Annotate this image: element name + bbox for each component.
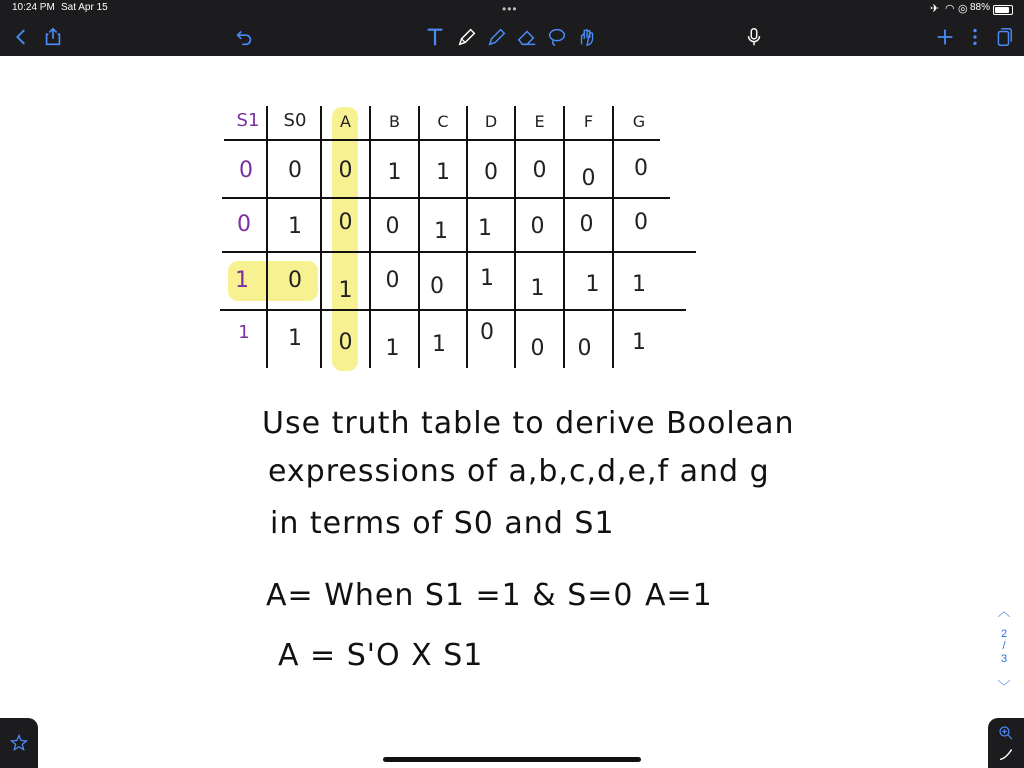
cell-r0-e: 0 bbox=[532, 158, 547, 183]
cell-r2-f: 1 bbox=[585, 272, 600, 297]
zoom-in-icon[interactable] bbox=[997, 724, 1015, 742]
cell-r0-c: 1 bbox=[436, 160, 450, 185]
cell-r3-d: 0 bbox=[480, 320, 494, 345]
cell-r2-c: 0 bbox=[430, 274, 444, 299]
cell-r1-a: 0 bbox=[338, 210, 353, 235]
note-line-2: expressions of a,b,c,d,e,f and g bbox=[268, 454, 770, 489]
favorite-star-icon[interactable] bbox=[0, 718, 38, 768]
cell-r3-s0: 1 bbox=[288, 326, 302, 351]
highlighter-icon[interactable] bbox=[484, 24, 510, 50]
cell-r2-s1: 1 bbox=[235, 268, 249, 293]
cell-r1-g: 0 bbox=[634, 210, 648, 235]
note-line-3: in terms of S0 and S1 bbox=[270, 506, 615, 541]
header-g: G bbox=[632, 112, 646, 131]
cell-r3-f: 0 bbox=[577, 336, 592, 361]
status-time: 10:24 PM bbox=[12, 2, 55, 13]
top-toolbar bbox=[0, 0, 1024, 56]
cell-r2-a: 1 bbox=[338, 278, 353, 303]
cell-r2-g: 1 bbox=[632, 272, 646, 297]
cell-r1-d: 1 bbox=[478, 216, 492, 241]
cell-r0-s1: 0 bbox=[239, 158, 253, 183]
cell-r3-e: 0 bbox=[530, 336, 545, 361]
cell-r0-s0: 0 bbox=[288, 158, 302, 183]
home-indicator[interactable] bbox=[383, 757, 641, 762]
shapes-hand-icon[interactable] bbox=[574, 24, 600, 50]
eraser-icon[interactable] bbox=[514, 24, 540, 50]
battery-icon bbox=[993, 5, 1013, 15]
undo-icon[interactable] bbox=[231, 24, 257, 50]
note-line-5: A = S'O X S1 bbox=[278, 638, 484, 673]
header-d: D bbox=[484, 112, 498, 131]
page-separator: / bbox=[1002, 640, 1006, 652]
cell-r1-b: 0 bbox=[385, 214, 400, 239]
page-total: 3 bbox=[1000, 653, 1008, 665]
header-f: F bbox=[583, 112, 594, 131]
cell-r0-a: 0 bbox=[338, 158, 353, 183]
cell-r3-a: 0 bbox=[338, 330, 353, 355]
page-up-icon[interactable]: ︿ bbox=[997, 604, 1011, 619]
cell-r3-b: 1 bbox=[385, 336, 400, 361]
cell-r1-s1: 0 bbox=[237, 212, 251, 237]
location-icon: ◎ bbox=[958, 3, 968, 15]
cell-r2-e: 1 bbox=[530, 276, 545, 301]
cell-r1-e: 0 bbox=[530, 214, 545, 239]
cell-r2-d: 1 bbox=[480, 266, 494, 291]
cell-r1-c: 1 bbox=[434, 219, 448, 244]
share-icon[interactable] bbox=[40, 24, 66, 50]
note-line-4: A= When S1 =1 & S=0 bbox=[266, 578, 634, 613]
wifi-icon: ◠ bbox=[945, 3, 955, 15]
table-vline bbox=[563, 106, 565, 368]
header-c: C bbox=[437, 112, 449, 131]
note-line-4-result: A=1 bbox=[645, 578, 713, 613]
airplane-icon: ✈ bbox=[930, 3, 940, 15]
cell-r1-s0: 1 bbox=[288, 214, 302, 239]
cell-r3-g: 1 bbox=[632, 330, 646, 355]
table-hline bbox=[222, 197, 670, 199]
table-hline bbox=[222, 251, 696, 253]
table-vline bbox=[266, 106, 268, 368]
multitask-dots-icon[interactable]: ••• bbox=[502, 2, 518, 16]
plus-icon[interactable] bbox=[932, 24, 958, 50]
pages-icon[interactable] bbox=[990, 24, 1016, 50]
status-date: Sat Apr 15 bbox=[61, 2, 108, 13]
cell-r2-s0: 0 bbox=[288, 268, 302, 293]
battery-percent: 88% bbox=[970, 2, 991, 13]
page-down-icon[interactable]: ﹀ bbox=[997, 679, 1011, 694]
microphone-icon[interactable] bbox=[741, 24, 767, 50]
cell-r3-s1: 1 bbox=[238, 322, 250, 343]
header-a: A bbox=[340, 112, 351, 131]
note-line-1: Use truth table to derive Boolean bbox=[262, 406, 795, 441]
table-hline bbox=[220, 309, 686, 311]
header-b: B bbox=[389, 112, 400, 131]
header-s0: S0 bbox=[283, 110, 307, 131]
pen-nib-icon[interactable] bbox=[998, 746, 1014, 762]
header-e: E bbox=[534, 112, 545, 131]
cell-r0-g: 0 bbox=[634, 156, 648, 181]
cell-r3-c: 1 bbox=[432, 332, 446, 357]
page-current: 2 bbox=[1000, 628, 1008, 640]
pencil-icon[interactable] bbox=[454, 24, 480, 50]
table-hline bbox=[224, 139, 660, 141]
cell-r2-b: 0 bbox=[385, 268, 400, 293]
cell-r0-f: 0 bbox=[581, 166, 596, 191]
table-vline bbox=[320, 106, 322, 368]
zoom-tools[interactable] bbox=[988, 718, 1024, 768]
chevron-left-icon[interactable] bbox=[8, 24, 34, 50]
text-tool-icon[interactable] bbox=[422, 24, 448, 50]
more-icon[interactable] bbox=[962, 24, 988, 50]
cell-r0-b: 1 bbox=[387, 160, 402, 185]
lasso-icon[interactable] bbox=[544, 24, 570, 50]
note-canvas[interactable] bbox=[0, 56, 1024, 768]
header-s1: S1 bbox=[236, 110, 260, 131]
cell-r1-f: 0 bbox=[579, 212, 594, 237]
cell-r0-d: 0 bbox=[484, 160, 498, 185]
table-vline bbox=[612, 106, 614, 368]
